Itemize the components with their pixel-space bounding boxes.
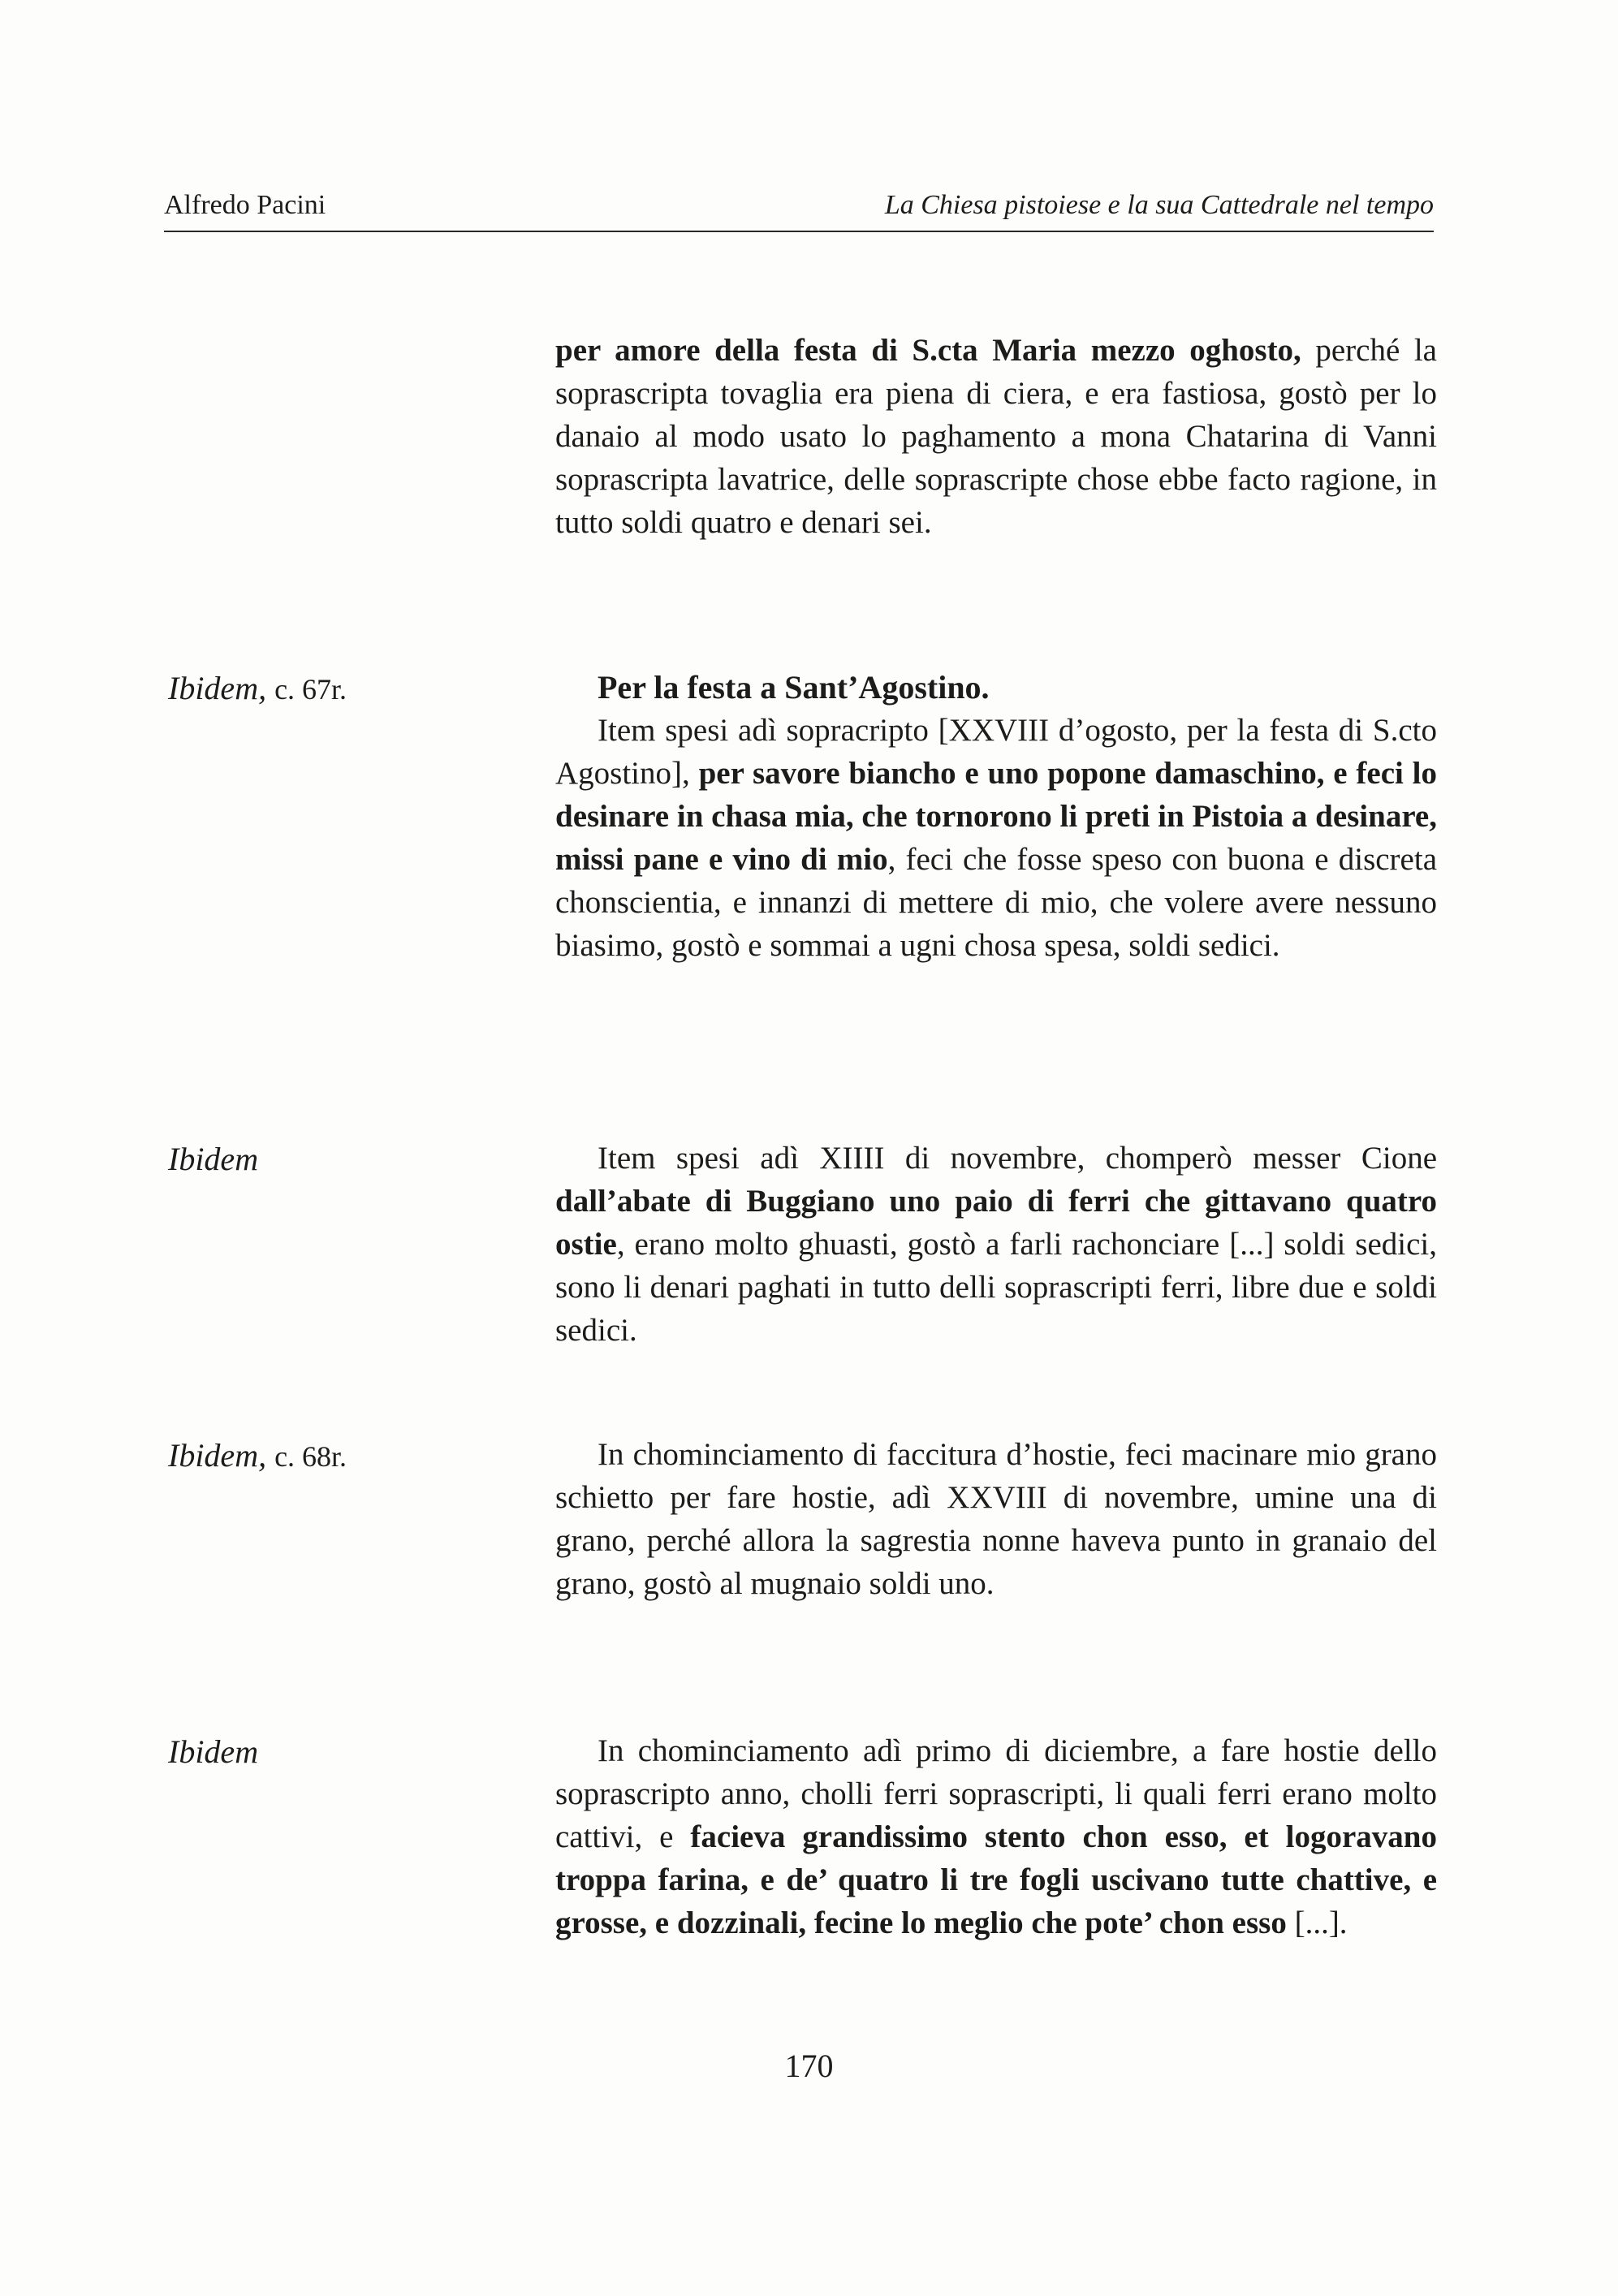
entry-paragraph	[555, 709, 1437, 967]
text-plain: , feci che fosse speso con buona e discreta chonscientia, e innanzi di mettere di mio, che volere avere nessuno biasimo, gostò e sommai a ugni chosa spesa, soldi sedici.	[555, 842, 1437, 963]
text-bold: dall’abate di Buggiano uno paio di ferri che gittavano quatro ostie	[555, 1184, 1437, 1262]
text-plain: In chominciamento adì primo di diciembre, a fare hostie dello soprascripto anno, cholli ferri soprascripti, li quali ferri erano molto cattivi, e	[555, 1733, 1437, 1854]
text-plain: Item spesi adì sopracripto [XXVIII d’ogosto, per la festa di S.cto Agostino],	[555, 713, 1437, 791]
entry-paragraph	[555, 1137, 1437, 1352]
entry-body	[555, 329, 1437, 544]
text-plain: , erano molto ghuasti, gostò a farli rachonciare [...] soldi sedici, sono li denari paghati in tutto delli soprascripti ferri, libre due e soldi sedici.	[555, 1227, 1437, 1348]
entry-body	[555, 666, 1437, 967]
entry-paragraph	[555, 329, 1437, 544]
header-rule	[164, 231, 1434, 232]
page-number: 170	[784, 2048, 834, 2084]
reference-label: Ibidem	[168, 1733, 259, 1770]
margin-reference	[168, 666, 493, 712]
margin-reference	[168, 1137, 493, 1182]
text-bold: facieva grandissimo stento chon esso, et logoravano troppa farina, e de’ quatro li tre fogli uscivano tutte chattive, e grosse, e dozzinali, fecine lo meglio che pote’ chon esso	[555, 1819, 1437, 1940]
margin-reference	[168, 1729, 493, 1775]
entry-paragraph	[555, 1729, 1437, 1944]
reference-label: Ibidem	[168, 1141, 259, 1177]
running-head-author: Alfredo Pacini	[164, 190, 326, 220]
margin-reference	[168, 1433, 493, 1479]
running-head-title: La Chiesa pistoiese e la sua Cattedrale nel tempo	[884, 190, 1434, 220]
entry-body	[555, 1137, 1437, 1352]
folio-number: c. 68r.	[274, 1440, 347, 1473]
folio-number: c. 67r.	[274, 673, 347, 706]
entry-heading: Per la festa a Sant’Agostino.	[598, 669, 990, 706]
entry-paragraph: In chominciamento di faccitura d’hostie, feci macinare mio grano schietto per fare hostie, adì XXVIII di novembre, umine una di grano, perché allora la sagrestia nonne haveva punto in granaio del grano, gostò al mugnaio soldi uno.	[555, 1437, 1437, 1601]
running-head	[164, 188, 1434, 222]
text-plain: Item spesi adì XIIII di novembre, chomperò messer Cione	[598, 1141, 1437, 1176]
text-plain: [...].	[1286, 1905, 1348, 1940]
entry-body	[555, 1433, 1437, 1605]
reference-label: Ibidem,	[168, 1437, 267, 1474]
text-bold: per amore della festa di S.cta Maria mezzo oghosto,	[555, 333, 1301, 368]
reference-label: Ibidem,	[168, 670, 267, 706]
entry-body	[555, 1729, 1437, 1944]
text-plain: perché la soprascripta tovaglia era piena di ciera, e era fastiosa, gostò per lo danaio al modo usato lo paghamento a mona Chatarina di Vanni soprascripta lavatrice, delle soprascripte chose ebbe facto ragione, in tutto soldi quatro e denari sei.	[555, 333, 1437, 540]
text-bold: per savore biancho e uno popone damaschino, e feci lo desinare in chasa mia, che tornorono li preti in Pistoia a desinare, missi pane e vino di mio	[555, 756, 1438, 877]
